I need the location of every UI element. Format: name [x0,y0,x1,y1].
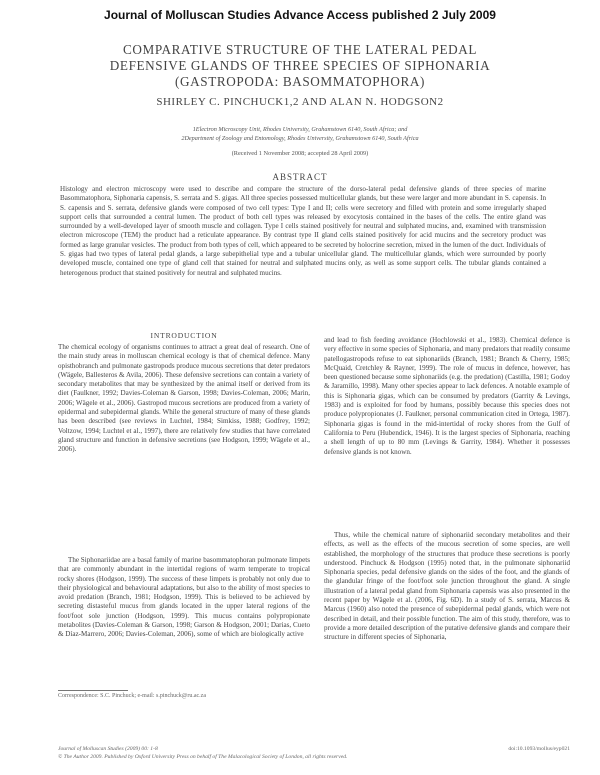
title-line-1: COMPARATIVE STRUCTURE OF THE LATERAL PEDAL [122,42,478,57]
footer-copyright: © The Author 2009. Published by Oxford University Press on behalf of The Malacological Society of London, all rights reserved. [58,754,348,760]
abstract-heading: ABSTRACT [272,172,328,182]
introduction-paragraph-1: The chemical ecology of organisms continues to attract a great deal of research. One of the main study areas in molluscan chemical ecology is that of chemical defence. Many opisthobranch and pulmonate gastropods produce mucous secretions that deter predators (Wägele, Ballesteros & Avila, 2006). These defensive secretions can contain a variety of secondary metabolites that may be synthesized by the animal itself or derived from its diet (Faulkner, 1992; Davies-Coleman & Garson, 1998; Davies-Coleman, 2006; Marin, 2006; Wägele et al., 2006). Gastropod mucous secretions are produced from a variety of epidermal and subepidermal glands. While the general structure of many of these glands has been described (see reviews in Luchtel, 1984; Simkiss, 1988; Godfrey, 1992; Voltzow, 1994; Luchtel et al., 1997), there are relatively few studies that have correlated gland structure and function in defensive secretions (see Hodgson, 1999; Wägele et al., 2006). [58,343,310,454]
title-line-2: DEFENSIVE GLANDS OF THREE SPECIES OF SIPHONARIA [109,58,491,73]
received-dates: (Received 1 November 2008; accepted 28 April 2009) [231,150,369,157]
introduction-paragraph-2: The Siphonariidae are a basal family of marine basommatophoran pulmonate limpets that are commonly abundant in the intertidal regions of warm temperate to tropical rocky shores (Hodgson, 1999). The success of these limpets is probably not only due to their physiological and behavioural adaptations, but also to the ability of most species to avoid predation (Branch, 1981; Hodgson, 1999). This is believed to be achieved by secreting distasteful mucus from glands located in the upper lateral regions of the foot/foot sole junction (Hodgson, 1999). This mucus contains polypropionate metabolites (Davies-Coleman & Garson, 1998; Garson & Hodgson, 2001; Darias, Cueto & Díaz-Marrero, 2006; Davies-Coleman, 2006), some of which are biologically active [58,556,310,639]
abstract-text: Histology and electron microscopy were used to describe and compare the structure of the dorso-lateral pedal defensive glands of three species of marine Basommatophora, Siphonaria capensis, S. serrata and S. gigas. All three species possessed multicellular glands, but these were larger and more abundant in S. capensis. In S. capensis and S. serrata, defensive glands were composed of two cell types: Type I and II; cells were secretory and filled with protein and some irregularly shaped support cells that surrounded a central lumen. The product of both cell types was released by exocytosis contained in the bases of the cells. The entire gland was surrounded by a well-developed layer of smooth muscle and collagen. Type I cells stained positively for neutral and sulphated mucins, and, examined with transmission electron microscope (TEM) the product had a reticulate appearance. By contrast type II gland cells stained positively for acid mucins and the secretory product was formed as large granular vesicles. The product from both types of cell, which appeared to be secreted by holocrine secretion, mixed in the lumen of the duct. Individuals of S. gigas had two types of lateral pedal glands, a large subepithelial type and a tubular unicellular gland. The multicellular glands, which were surrounded by poorly developed muscle, contained one type of gland cell that stained for neutral and sulphated mucins only, as well as some support cells. The tubular glands contained a heterogenous product that stained positively for neutral and sulphated mucins. [60,185,546,277]
affiliation-1: 1Electron Microscopy Unit, Rhodes University, Grahamstown 6140, South Africa; and [192,126,408,133]
article-title [30,42,570,90]
affiliation-2: 2Department of Zoology and Entomology, Rhodes University, Grahamstown 6140, South Africa [181,135,419,142]
authors: SHIRLEY C. PINCHUCK1,2 AND ALAN N. HODGSON2 [156,96,444,108]
journal-header: Journal of Molluscan Studies Advance Access published 2 July 2009 [104,8,496,22]
footer-doi: doi:10.1093/mollus/eyp021 [508,746,570,752]
title-line-3: (GASTROPODA: BASOMMATOPHORA) [175,74,425,89]
footnote-rule [58,690,128,691]
footer-citation: Journal of Molluscan Studies (2009) 00: 1-8 [58,746,158,752]
correspondence: Correspondence: S.C. Pinchuck; e-mail: s.pinchuck@ru.ac.za [58,693,206,699]
introduction-heading: INTRODUCTION [150,331,218,340]
column-2-paragraph-2: Thus, while the chemical nature of siphonariid secondary metabolites and their effects, as well as the effects of the mucous secretion of some species, are well established, the morphology of the structures that produce these secretions is poorly understood. Pinchuck & Hodgson (1995) noted that, in the pulmonate siphonariid Siphonaria species, pedal defensive glands on the sides of the foot, and the glands of the glandular fringe of the foot/foot sole junction throughout the gland. A single illustration of a lateral pedal gland from Siphonaria capensis was also presented in the recent paper by Wägele et al. (2006, Fig. 6D). In a study of S. serrata, Marcus & Marcus (1960) also noted the presence of subepidermal pedal glands, which were not described in detail, and their possible function. The aim of this study, therefore, was to provide a more detailed description of the putative defensive glands and compare their structure in different species of Siphonaria, [324,531,570,642]
column-2-paragraph-1: and lead to fish feeding avoidance (Hochlowski et al., 1983). Chemical defence is very effective in some species of Siphonaria, and many predators that readily consume patellogastropods refuse to eat siphonariids (Branch, 1981; Branch & Cherry, 1985; McQuaid, Cretchley & Rayner, 1999). The role of mucus in defence, however, has been questioned because some siphonariids (e.g. the predation) (Castilla, 1981; Godoy & Jaramillo, 1998). Many other species appear to lack defences. A notable example of this is Siphonaria gigas, which can be consumed by predators (Garrity & Levings, 1983) and is exploited for food by humans, possibly because this species does not produce polypropionates (J. Faulkner, personal communication cited in Ortega, 1987). Siphonaria gigas is found in the mid-intertidal of rocky shores from the Gulf of California to Peru (Hubendick, 1946). It is the largest species of Siphonaria, reaching a shell length of up to 80 mm (Levings & Garrity, 1984). Whether it possesses defensive glands is not known. [324,336,570,456]
